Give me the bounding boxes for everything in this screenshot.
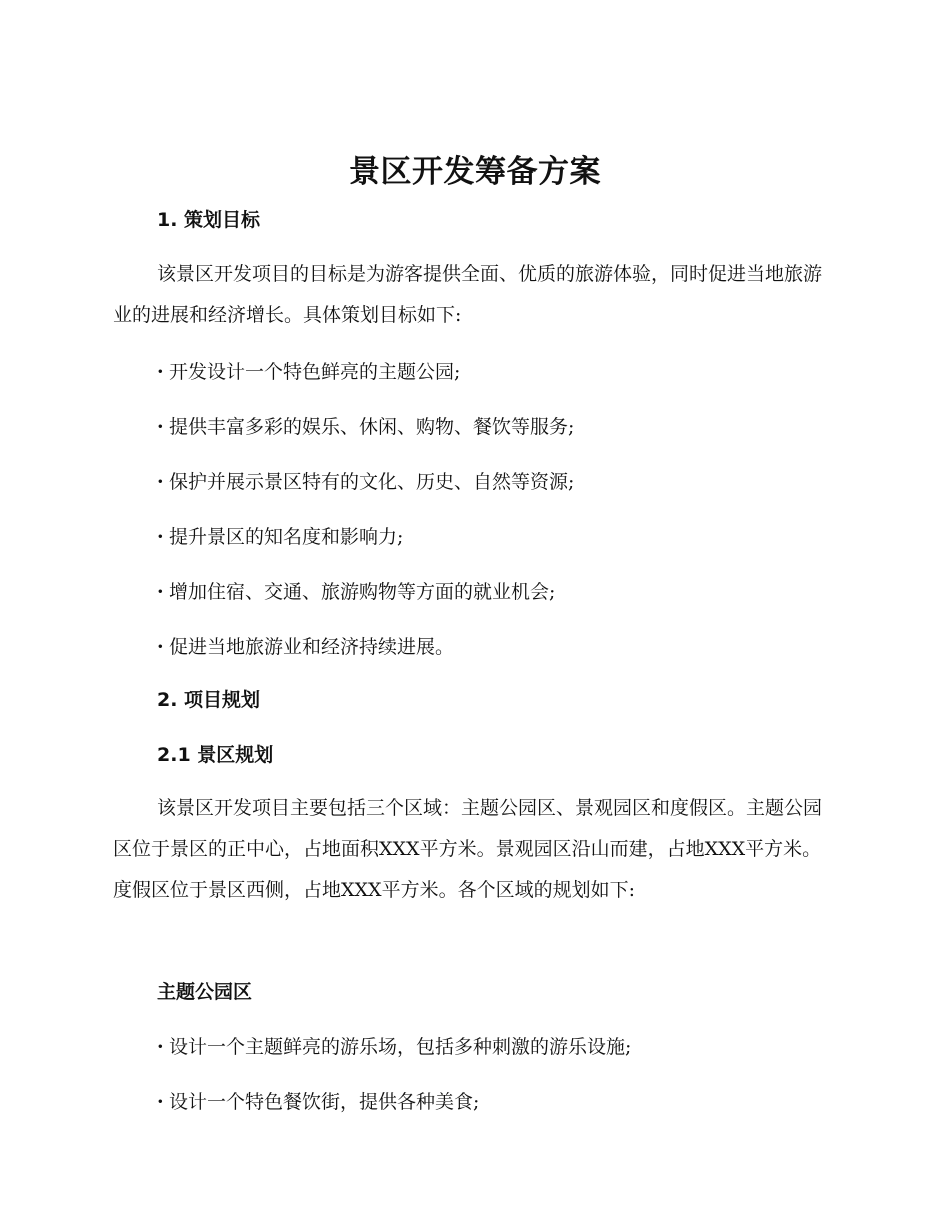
list-item xyxy=(157,1088,479,1116)
document-title: 景区开发筹备方案 xyxy=(349,154,601,190)
list-item xyxy=(157,468,574,496)
list-item xyxy=(157,358,460,386)
bullet-symbol: · xyxy=(157,361,164,383)
list-item-text: 设计一个主题鲜亮的游乐场，包括多种刺激的游乐设施; xyxy=(169,1036,632,1058)
list-item xyxy=(157,523,403,551)
list-item-text: 提升景区的知名度和影响力; xyxy=(169,526,404,548)
list-item-text: 保护并展示景区特有的文化、历史、自然等资源; xyxy=(169,471,575,493)
list-item-text: 增加住宿、交通、旅游购物等方面的就业机会; xyxy=(169,581,556,603)
list-item xyxy=(157,578,555,606)
list-item xyxy=(157,413,574,441)
bullet-symbol: · xyxy=(157,1036,164,1058)
section-heading-planning-goals: 1. 策划目标 xyxy=(157,209,261,231)
bullet-symbol: · xyxy=(157,416,164,438)
bullet-symbol: · xyxy=(157,471,164,493)
list-item-text: 设计一个特色餐饮街，提供各种美食; xyxy=(169,1091,480,1113)
list-item xyxy=(157,633,454,661)
subsection-heading-theme-park: 主题公园区 xyxy=(157,981,253,1003)
bullet-symbol: · xyxy=(157,581,164,603)
bullet-symbol: · xyxy=(157,1091,164,1113)
list-item-text: 开发设计一个特色鲜亮的主题公园; xyxy=(169,361,461,383)
section-heading-project-planning: 2. 项目规划 xyxy=(157,689,261,711)
list-item-text: 提供丰富多彩的娱乐、休闲、购物、餐饮等服务; xyxy=(169,416,575,438)
paragraph-goals-intro: 该景区开发项目的目标是为游客提供全面、优质的旅游体验，同时促进当地旅游业的进展和经济增长。具体策划目标如下: xyxy=(113,263,823,326)
bullet-symbol: · xyxy=(157,636,164,658)
paragraph-scenic-planning: 该景区开发项目主要包括三个区域：主题公园区、景观园区和度假区。主题公园区位于景区的正中心，占地面积XXX平方米。景观园区沿山而建，占地XXX平方米。度假区位于景区西侧，占地XXX平方米。各个区域的规划如下: xyxy=(113,797,823,901)
list-item xyxy=(157,1033,631,1061)
list-item-text: 促进当地旅游业和经济持续进展。 xyxy=(169,636,455,658)
subsection-heading-scenic-planning: 2.1 景区规划 xyxy=(157,744,274,766)
bullet-symbol: · xyxy=(157,526,164,548)
